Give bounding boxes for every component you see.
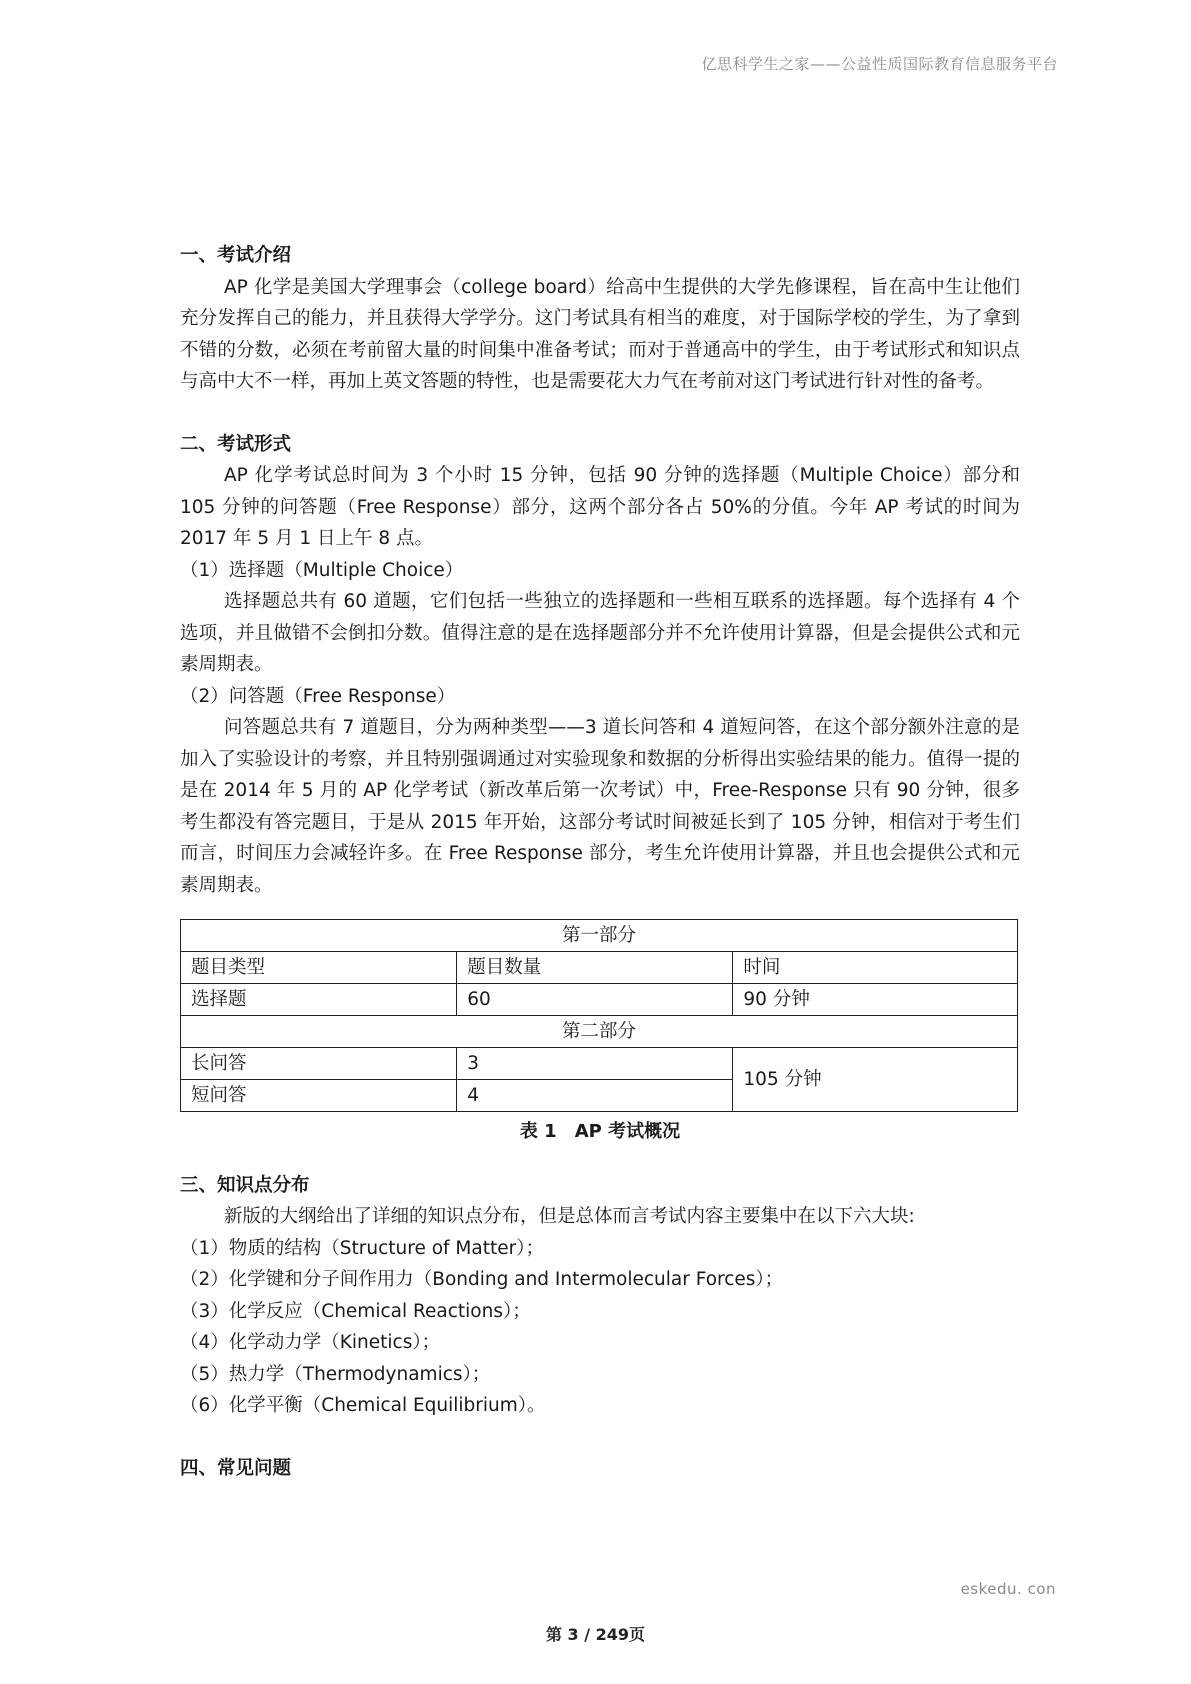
- section-title-format: 二、考试形式: [180, 433, 292, 455]
- table-row: [181, 1016, 1018, 1048]
- page-header: 亿思科学生之家——公益性质国际教育信息服务平台: [701, 55, 1058, 73]
- table-part2-header: 第二部分: [181, 1016, 1018, 1048]
- section-title-intro: 一、考试介绍: [180, 245, 292, 266]
- table-col-count: 题目数量: [457, 952, 733, 984]
- section-body-format: AP 化学考试总时间为 3 个小时 15 分钟，包括 90 分钟的选择题（Multiple Choice）部分和 105 分钟的问答题（Free Response）部分，这两个部分各占 50%的分值。今年 AP 考试的时间为 2017 年 5 月 1 日上午 8 点。: [180, 465, 1020, 549]
- table-cell: 选择题: [181, 984, 457, 1016]
- table-cell: 长问答: [181, 1048, 457, 1080]
- section-body-topics: 新版的大纲给出了详细的知识点分布，但是总体而言考试内容主要集中在以下六大块:: [224, 1206, 915, 1227]
- list-item: （5）热力学（Thermodynamics）；: [180, 1363, 491, 1385]
- table-part1-header: 第一部分: [181, 920, 1018, 952]
- table-cell: 60: [457, 984, 733, 1016]
- table-cell: 3: [457, 1048, 733, 1080]
- document-body: [180, 240, 1020, 1484]
- page-number: 第 3 / 249页: [545, 1625, 646, 1644]
- site-watermark: eskedu. con: [960, 1580, 1056, 1598]
- table-cell: 105 分钟: [733, 1048, 1018, 1112]
- exam-overview-table: [180, 919, 1018, 1112]
- subsection-body-free-response: 问答题总共有 7 道题目，分为两种类型——3 道长问答和 4 道短问答，在这个部分额外注意的是加入了实验设计的考察，并且特别强调通过对实验现象和数据的分析得出实验结果的能力。值得一提的是在 2014 年 5 月的 AP 化学考试（新改革后第一次考试）中，Free-Response 只有 90 分钟，很多考生都没有答完题目，于是从 2015 年开始，这部分考试时间被延长到了 105 分钟，相信对于考生们而言，时间压力会减轻许多。在 Free Response 部分，考生允许使用计算器，并且也会提供公式和元素周期表。: [180, 717, 1020, 896]
- list-item: （1）物质的结构（Structure of Matter）；: [180, 1237, 544, 1259]
- section-body-intro: AP 化学是美国大学理事会（college board）给高中生提供的大学先修课程，旨在高中生让他们充分发挥自己的能力，并且获得大学学分。这门考试具有相当的难度，对于国际学校的学生，为了拿到不错的分数，必须在考前留大量的时间集中准备考试；而对于普通高中的学生，由于考试形式和知识点与高中大不一样，再加上英文答题的特性，也是需要花大力气在考前对这门考试进行针对性的备考。: [180, 276, 1020, 392]
- subsection-title-free-response: （2）问答题（Free Response）: [180, 685, 456, 707]
- list-item: （3）化学反应（Chemical Reactions）；: [180, 1300, 531, 1322]
- table-row: [181, 984, 1018, 1016]
- table-cell: 短问答: [181, 1080, 457, 1112]
- table-row: [181, 920, 1018, 952]
- list-item: （4）化学动力学（Kinetics）；: [180, 1332, 441, 1353]
- table-cell: 90 分钟: [733, 984, 1018, 1016]
- list-item: （6）化学平衡（Chemical Equilibrium）。: [180, 1395, 546, 1416]
- list-item: （2）化学键和分子间作用力（Bonding and Intermolecular Forces）；: [180, 1269, 784, 1290]
- table-row: [181, 952, 1018, 984]
- table-col-type: 题目类型: [181, 952, 457, 984]
- table-cell: 4: [457, 1080, 733, 1112]
- table-col-time: 时间: [733, 952, 1018, 984]
- table-caption: 表 1 AP 考试概况: [519, 1121, 681, 1142]
- table-row: [181, 1048, 1018, 1080]
- section-title-faq: 四、常见问题: [180, 1457, 292, 1479]
- section-title-topics: 三、知识点分布: [180, 1174, 310, 1196]
- subsection-body-multiple-choice: 选择题总共有 60 道题，它们包括一些独立的选择题和一些相互联系的选择题。每个选择有 4 个选项，并且做错不会倒扣分数。值得注意的是在选择题部分并不允许使用计算器，但是会提供公式和元素周期表。: [180, 591, 1020, 675]
- subsection-title-multiple-choice: （1）选择题（Multiple Choice）: [180, 559, 464, 581]
